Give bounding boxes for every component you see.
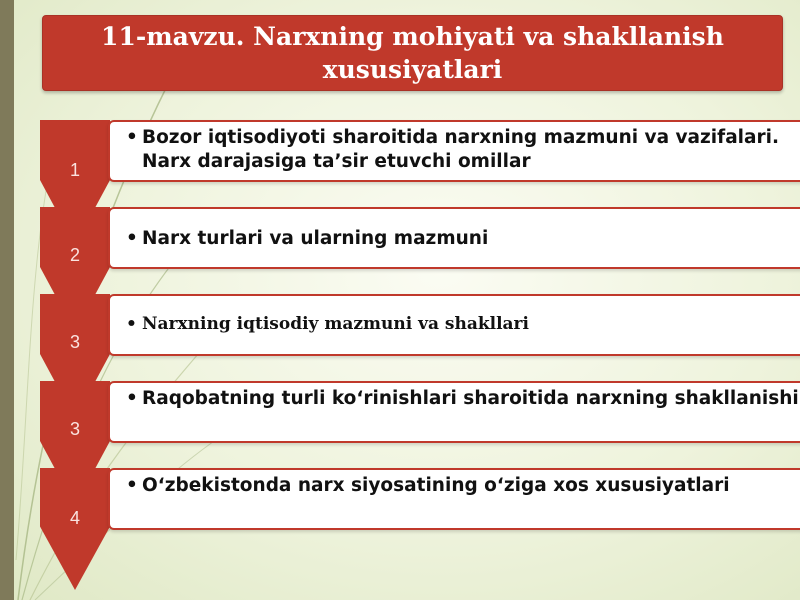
bullet-icon: •: [126, 127, 138, 148]
item-box: [108, 120, 800, 182]
item-text: • Bozor iqtisodiyoti sharoitida narxning mazmuni va vazifalari. Narx darajasiga ta’sir etuvchi omillar: [126, 127, 780, 172]
chevron-marker: [40, 468, 110, 590]
item-number: 4: [69, 508, 80, 528]
item-text: • Narxning iqtisodiy mazmuni va shakllari: [126, 314, 529, 334]
item-text: • Narx turlari va ularning mazmuni: [126, 228, 489, 249]
item-number: 3: [69, 419, 80, 439]
item-number: 1: [69, 160, 80, 180]
item-text: • Raqobatning turli ko‘rinishlari sharoitida narxning shakllanishi: [126, 388, 799, 409]
list-item: [40, 468, 785, 533]
item-box: [108, 381, 800, 443]
list-item: [40, 120, 785, 185]
list-item: [40, 381, 799, 446]
bullet-icon: •: [126, 475, 138, 496]
list-item: [40, 294, 785, 359]
bullet-icon: •: [126, 314, 137, 334]
bullet-icon: •: [126, 388, 138, 409]
title-banner: [42, 15, 783, 91]
item-number: 2: [69, 245, 80, 265]
item-number: 3: [69, 332, 80, 352]
item-box: [108, 468, 800, 530]
list-item: [40, 207, 785, 272]
page-title: 11-mavzu. Narxning mohiyati va shakllanish xususiyatlari: [101, 22, 724, 84]
item-text: • O‘zbekistonda narx siyosatining o‘ziga xos xususiyatlari: [126, 475, 730, 496]
left-sidebar-bar: [0, 0, 14, 600]
bullet-icon: •: [126, 228, 138, 249]
item-box: [108, 294, 800, 356]
item-box: [108, 207, 800, 269]
